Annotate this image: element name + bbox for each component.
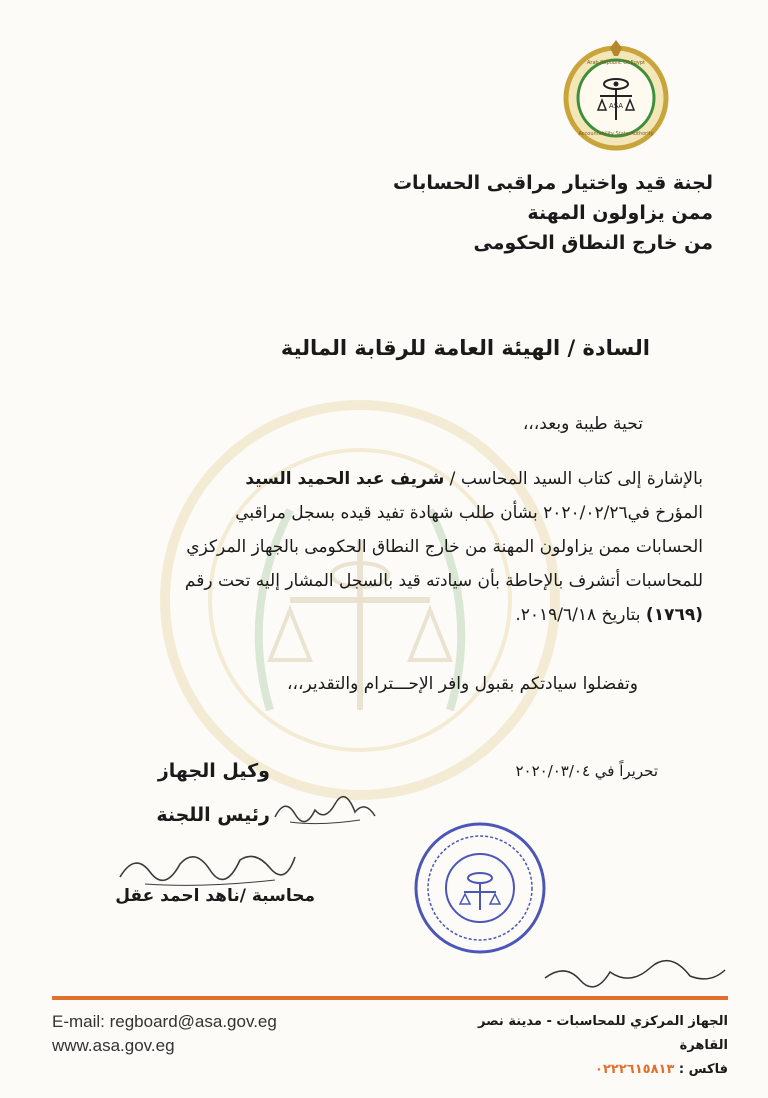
footer-divider (52, 996, 728, 1000)
handwritten-signature-accountant (115, 842, 300, 890)
registration-number: (١٧٦٩) (645, 605, 703, 625)
footer-address (428, 1010, 728, 1082)
signature-accountant-name: محاسبة /ناهد احمد عقل (115, 886, 315, 906)
body-line-1-prefix: بالإشارة إلى كتاب السيد المحاسب / (444, 469, 703, 489)
body-line-1 (103, 462, 703, 496)
committee-line-2: ممن يزاولون المهنة (527, 202, 713, 224)
official-stamp (410, 818, 550, 958)
body-line-3: الحسابات ممن يزاولون المهنة من خارج النطاق الحكومى بالجهاز المركزي (186, 537, 703, 557)
asa-logo (560, 40, 672, 152)
footer-org: الجهاز المركزي للمحاسبات - مدينة نصر القاهرة (478, 1014, 728, 1053)
committee-line-1: لجنة قيد واختيار مراقبى الحسابات (392, 172, 713, 194)
footer-website[interactable]: www.asa.gov.eg (52, 1036, 175, 1055)
accountant-name: شريف عبد الحميد السيد (245, 469, 445, 489)
addressee: السادة / الهيئة العامة للرقابة المالية (280, 336, 650, 360)
svg-text:ASA: ASA (608, 102, 624, 110)
signature-head-title: رئيس اللجنة (156, 804, 270, 826)
committee-line-3: من خارج النطاق الحكومى (473, 232, 713, 254)
signature-deputy-title: وكيل الجهاز (157, 760, 270, 782)
committee-header (353, 168, 713, 258)
body-line-2: المؤرخ في٢٠٢٠/٠٢/٢٦ بشأن طلب شهادة تفيد قيده بسجل مراقبي (235, 503, 703, 523)
footer-fax (428, 1058, 728, 1082)
closing: وتفضلوا سيادتكم بقبول وافر الإحـــترام والتقدير،،، (287, 674, 638, 694)
registration-date: بتاريخ ٢٠١٩/٦/١٨. (515, 605, 646, 625)
svg-text:Arab Republic Of Egypt: Arab Republic Of Egypt (587, 60, 645, 66)
handwritten-signature-head (270, 792, 380, 830)
handwritten-initials (540, 958, 730, 992)
body-line-4: للمحاسبات أتشرف بالإحاطة بأن سيادته قيد بالسجل المشار إليه تحت رقم (184, 571, 703, 591)
footer-email[interactable]: E-mail: regboard@asa.gov.eg (52, 1012, 277, 1031)
fax-number: ٠٢٢٢٦١٥٨١٣ (595, 1062, 675, 1077)
footer-contacts (52, 1010, 277, 1058)
greeting: تحية طيبة وبعد،،، (522, 414, 643, 434)
svg-text:Accountability State Authority: Accountability State Authority (578, 131, 654, 137)
body-line-5 (103, 598, 703, 632)
fax-label: فاكس : (674, 1062, 728, 1077)
letter-body (103, 462, 703, 632)
issue-date: تحريراً في ٢٠٢٠/٠٣/٠٤ (515, 762, 658, 780)
